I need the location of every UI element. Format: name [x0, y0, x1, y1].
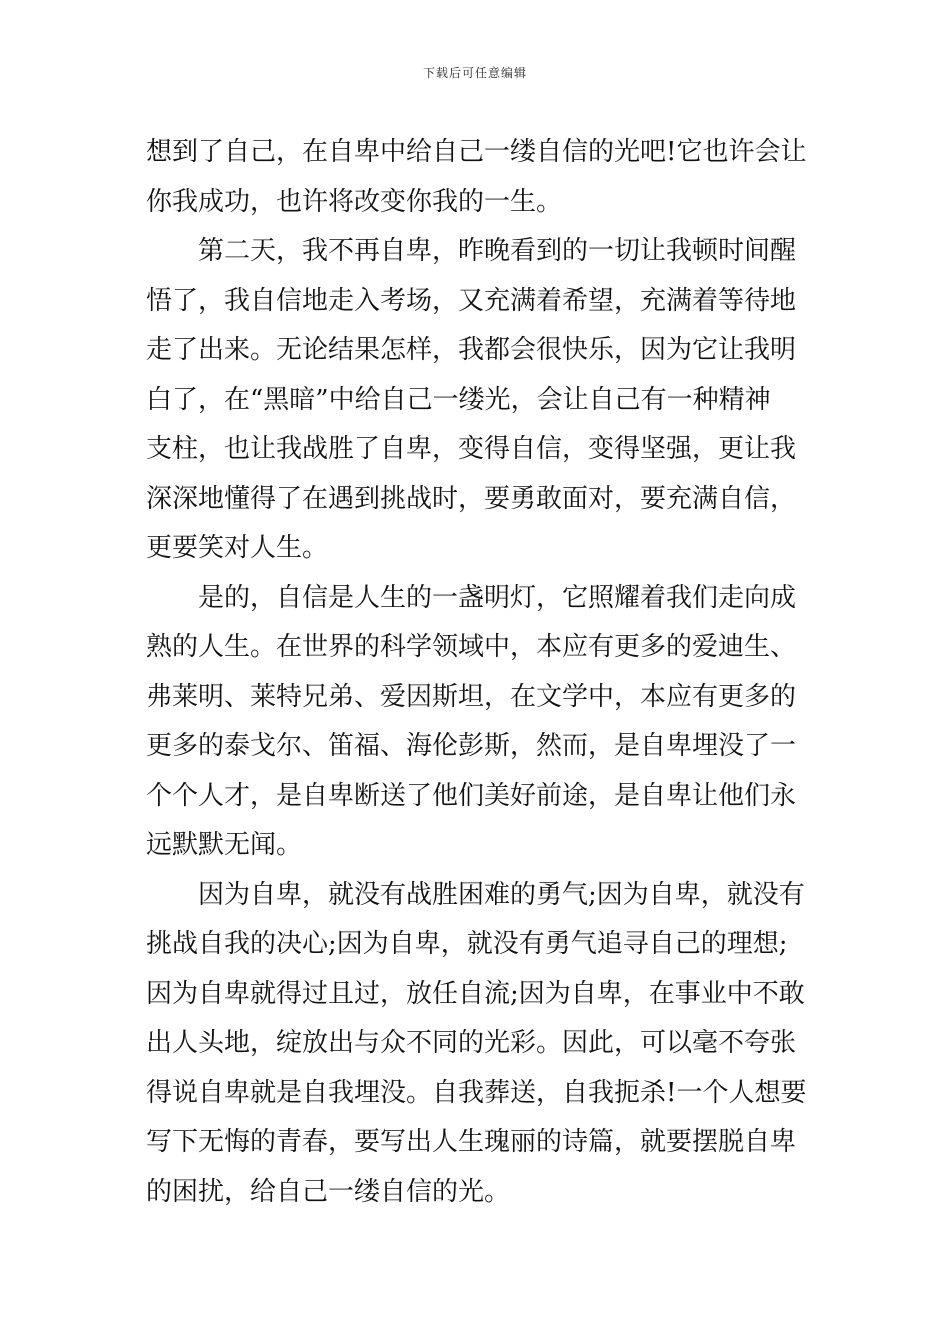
text-line: 出人头地，绽放出与众不同的光彩。因此，可以毫不夸张 — [146, 1028, 797, 1058]
text-line: 是的，自信是人生的一盏明灯，它照耀着我们走向成 — [198, 582, 797, 613]
text-line: 熟的人生。在世界的科学领域中，本应有更多的爱迪生、 — [146, 632, 797, 662]
text-line: 悟了，我自信地走入考场，又充满着希望，充满着等待地 — [146, 285, 797, 316]
text-line: 白了，在“黑暗”中给自己一缕光，会让自己有一种精神 — [146, 384, 771, 415]
text-line: 因为自卑就得过且过，放任自流;因为自卑，在事业中不敢 — [146, 978, 805, 1009]
text-line: 因为自卑，就没有战胜困难的勇气;因为自卑，就没有 — [198, 879, 805, 910]
text-line: 深深地懂得了在遇到挑战时，要勇敢面对，要充满自信， — [146, 483, 797, 514]
text-line: 个个人才，是自卑断送了他们美好前途，是自卑让他们永 — [146, 780, 797, 811]
text-line: 更多的泰戈尔、笛福、海伦彭斯，然而，是自卑埋没了一 — [146, 731, 797, 761]
page-header: 下载后可任意编辑 — [422, 66, 527, 80]
text-line: 远默默无闻。 — [146, 830, 303, 860]
text-line: 得说自卑就是自我埋没。自我葬送，自我扼杀!一个人想要 — [146, 1077, 807, 1108]
text-line: 你我成功，也许将改变你我的一生。 — [146, 186, 563, 217]
document-body — [146, 128, 806, 1217]
paragraph — [146, 574, 806, 871]
text-line: 的困扰，给自己一缕自信的光。 — [146, 1176, 511, 1207]
paragraph — [146, 227, 806, 574]
paragraph — [146, 128, 806, 227]
text-line: 挑战自我的决心;因为自卑，就没有勇气追寻自己的理想; — [146, 929, 788, 959]
text-line: 更要笑对人生。 — [146, 533, 329, 563]
text-line: 走了出来。无论结果怎样，我都会很快乐，因为它让我明 — [146, 335, 797, 365]
paragraph — [146, 871, 806, 1218]
text-line: 支柱，也让我战胜了自卑，变得自信，变得坚强，更让我 — [146, 434, 797, 464]
text-line: 写下无悔的青春，要写出人生瑰丽的诗篇，就要摆脱自卑 — [146, 1127, 797, 1157]
text-line: 想到了自己，在自卑中给自己一缕自信的光吧!它也许会让 — [146, 137, 807, 167]
text-line: 弗莱明、莱特兄弟、爱因斯坦，在文学中，本应有更多的 — [146, 681, 797, 712]
text-line: 第二天，我不再自卑，昨晚看到的一切让我顿时间醒 — [198, 236, 797, 266]
